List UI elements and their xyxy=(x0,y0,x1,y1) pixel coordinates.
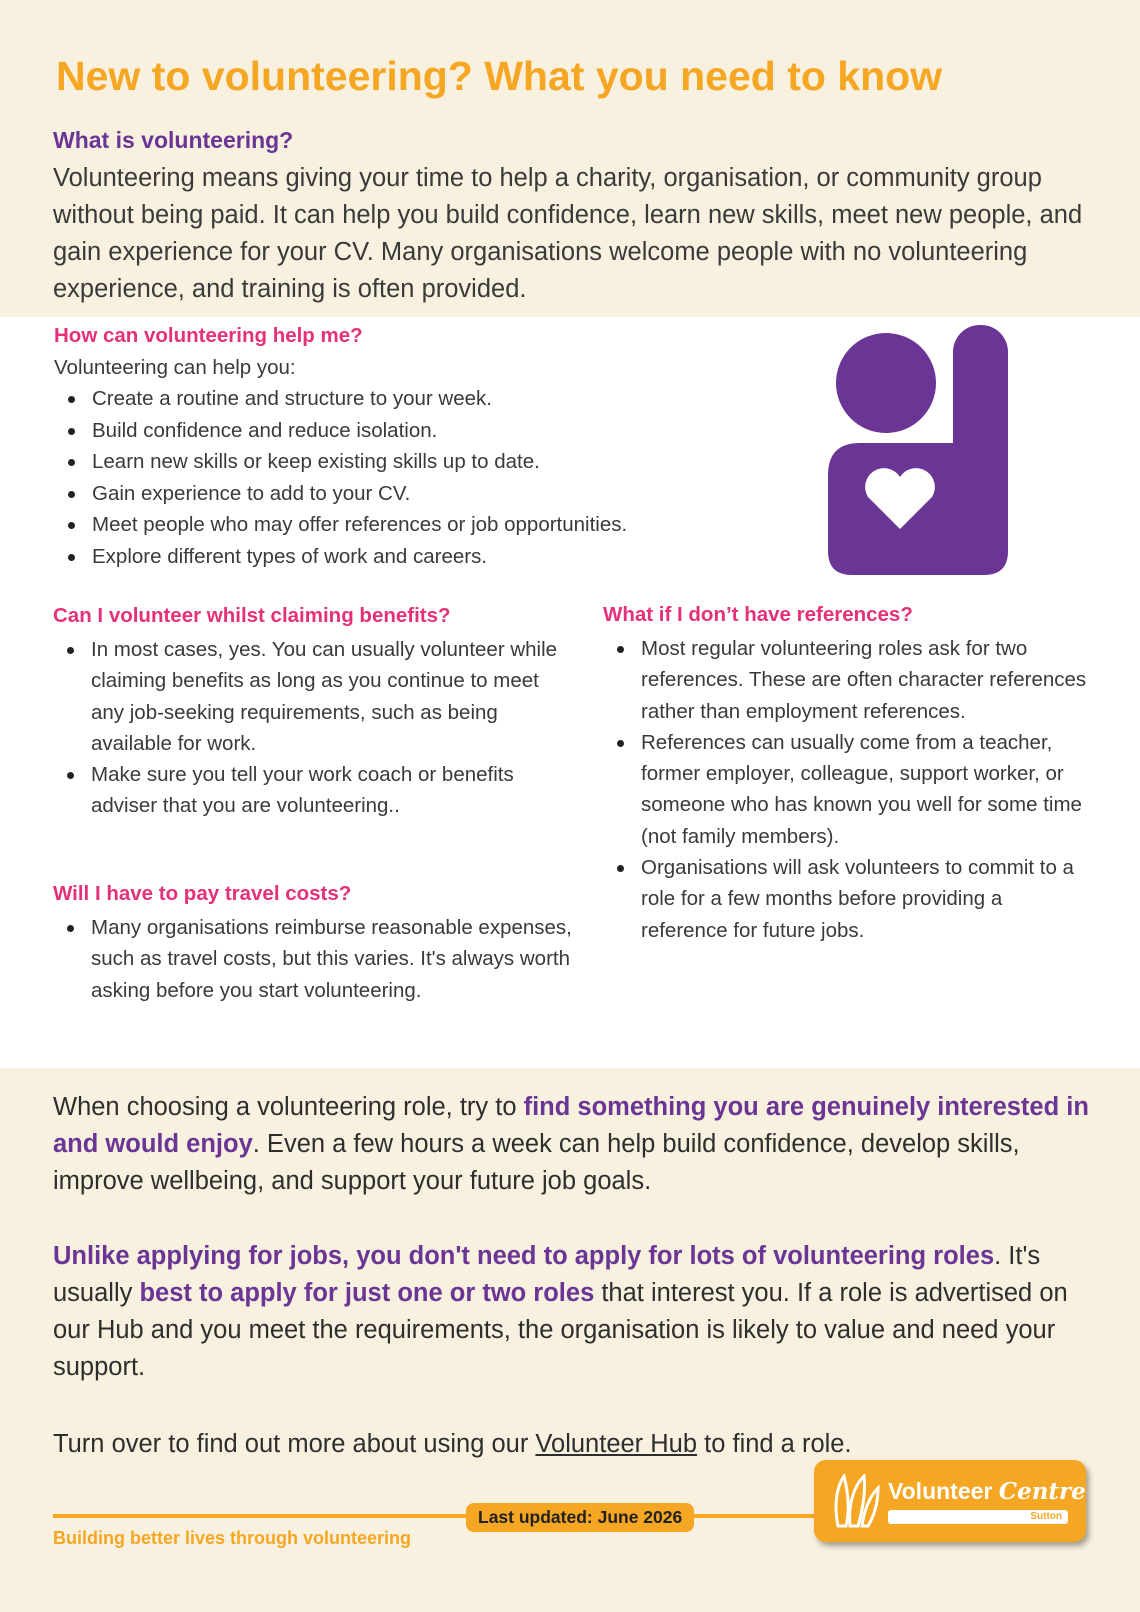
list-item: Many organisations reimburse reasonable expenses, such as travel costs, but this varies. It's always worth asking before you start volunteering. xyxy=(91,912,573,1006)
help-lead: Volunteering can help you: xyxy=(54,356,296,379)
logo-word: Centre xyxy=(998,1478,1086,1505)
help-heading: How can volunteering help me? xyxy=(54,324,363,347)
list-item: Build confidence and reduce isolation. xyxy=(92,415,814,447)
logo-name xyxy=(888,1478,1086,1505)
advice-highlight: Unlike applying for jobs, you don't need to apply for lots of volunteering roles xyxy=(53,1242,995,1270)
list-item: Organisations will ask volunteers to commit to a role for a few months before providing a reference for future jobs. xyxy=(641,852,1093,946)
advice-text: . Even a few hours a week can help build confidence, develop skills, improve wellbeing, and support your future job goals. xyxy=(53,1130,1020,1195)
footer-divider xyxy=(53,1514,833,1518)
benefits-list xyxy=(53,634,573,822)
help-section xyxy=(54,324,814,572)
list-item: In most cases, yes. You can usually volunteer while claiming benefits as long as you continue to meet any job-seeking requirements, such as being available for work. xyxy=(91,634,573,759)
footer-tagline: Building better lives through volunteering xyxy=(53,1528,412,1548)
volunteer-hub-link[interactable]: Volunteer Hub xyxy=(535,1430,698,1458)
advice-text: that interest you. If a role is advertised on our Hub and you meet the requirements, the organisation is likely to value and need your support. xyxy=(53,1279,1068,1381)
list-item: References can usually come from a teacher, former employer, colleague, support worker, or someone who has known you well for some time (not family members). xyxy=(641,727,1093,852)
advice-paragraph-2 xyxy=(53,1238,1093,1386)
intro-text: Volunteering means giving your time to help a charity, organisation, or community group without being paid. It can help you build confidence, learn new skills, meet new people, and gain experience for your CV. Many organisations welcome people with no volunteering experience, and training is often provided. xyxy=(53,164,1083,303)
list-item: Learn new skills or keep existing skills up to date. xyxy=(92,446,814,478)
volunteer-raised-hand-heart-icon xyxy=(828,325,1013,575)
leaf-hands-icon xyxy=(832,1474,880,1528)
volunteer-centre-logo xyxy=(814,1460,1086,1542)
advice-text: to find a role. xyxy=(697,1430,852,1458)
advice-text: Turn over to find out more about using our xyxy=(53,1430,536,1458)
help-list xyxy=(54,383,814,572)
advice-paragraph-3 xyxy=(53,1426,1093,1463)
last-updated-badge: Last updated: June 2026 xyxy=(466,1503,694,1532)
list-item: Most regular volunteering roles ask for two references. These are often character references rather than employment references. xyxy=(641,633,1093,727)
advice-text: . It's usually xyxy=(53,1242,1041,1307)
travel-heading: Will I have to pay travel costs? xyxy=(53,882,352,905)
logo-subtitle: Sutton xyxy=(1030,1511,1062,1522)
advice-paragraph-1 xyxy=(53,1089,1093,1200)
page-title: New to volunteering? What you need to know xyxy=(56,53,943,99)
benefits-section xyxy=(53,604,573,822)
travel-section xyxy=(53,882,573,1006)
intro-heading: What is volunteering? xyxy=(53,127,294,153)
list-item: Gain experience to add to your CV. xyxy=(92,478,814,510)
advice-text: When choosing a volunteering role, try to xyxy=(53,1093,524,1121)
benefits-heading: Can I volunteer whilst claiming benefits? xyxy=(53,604,451,627)
travel-list xyxy=(53,912,573,1006)
references-list xyxy=(603,633,1093,946)
logo-bar xyxy=(888,1510,1068,1524)
references-section xyxy=(603,603,1093,946)
logo-word: Volunteer xyxy=(888,1478,993,1504)
list-item: Make sure you tell your work coach or benefits adviser that you are volunteering.. xyxy=(91,759,573,822)
advice-highlight: find something you are genuinely interested in and would enjoy xyxy=(53,1093,1089,1158)
advice-highlight: best to apply for just one or two roles xyxy=(139,1279,595,1307)
references-heading: What if I don’t have references? xyxy=(603,603,913,626)
list-item: Explore different types of work and careers. xyxy=(92,541,814,573)
list-item: Create a routine and structure to your week. xyxy=(92,383,814,415)
list-item: Meet people who may offer references or job opportunities. xyxy=(92,509,814,541)
